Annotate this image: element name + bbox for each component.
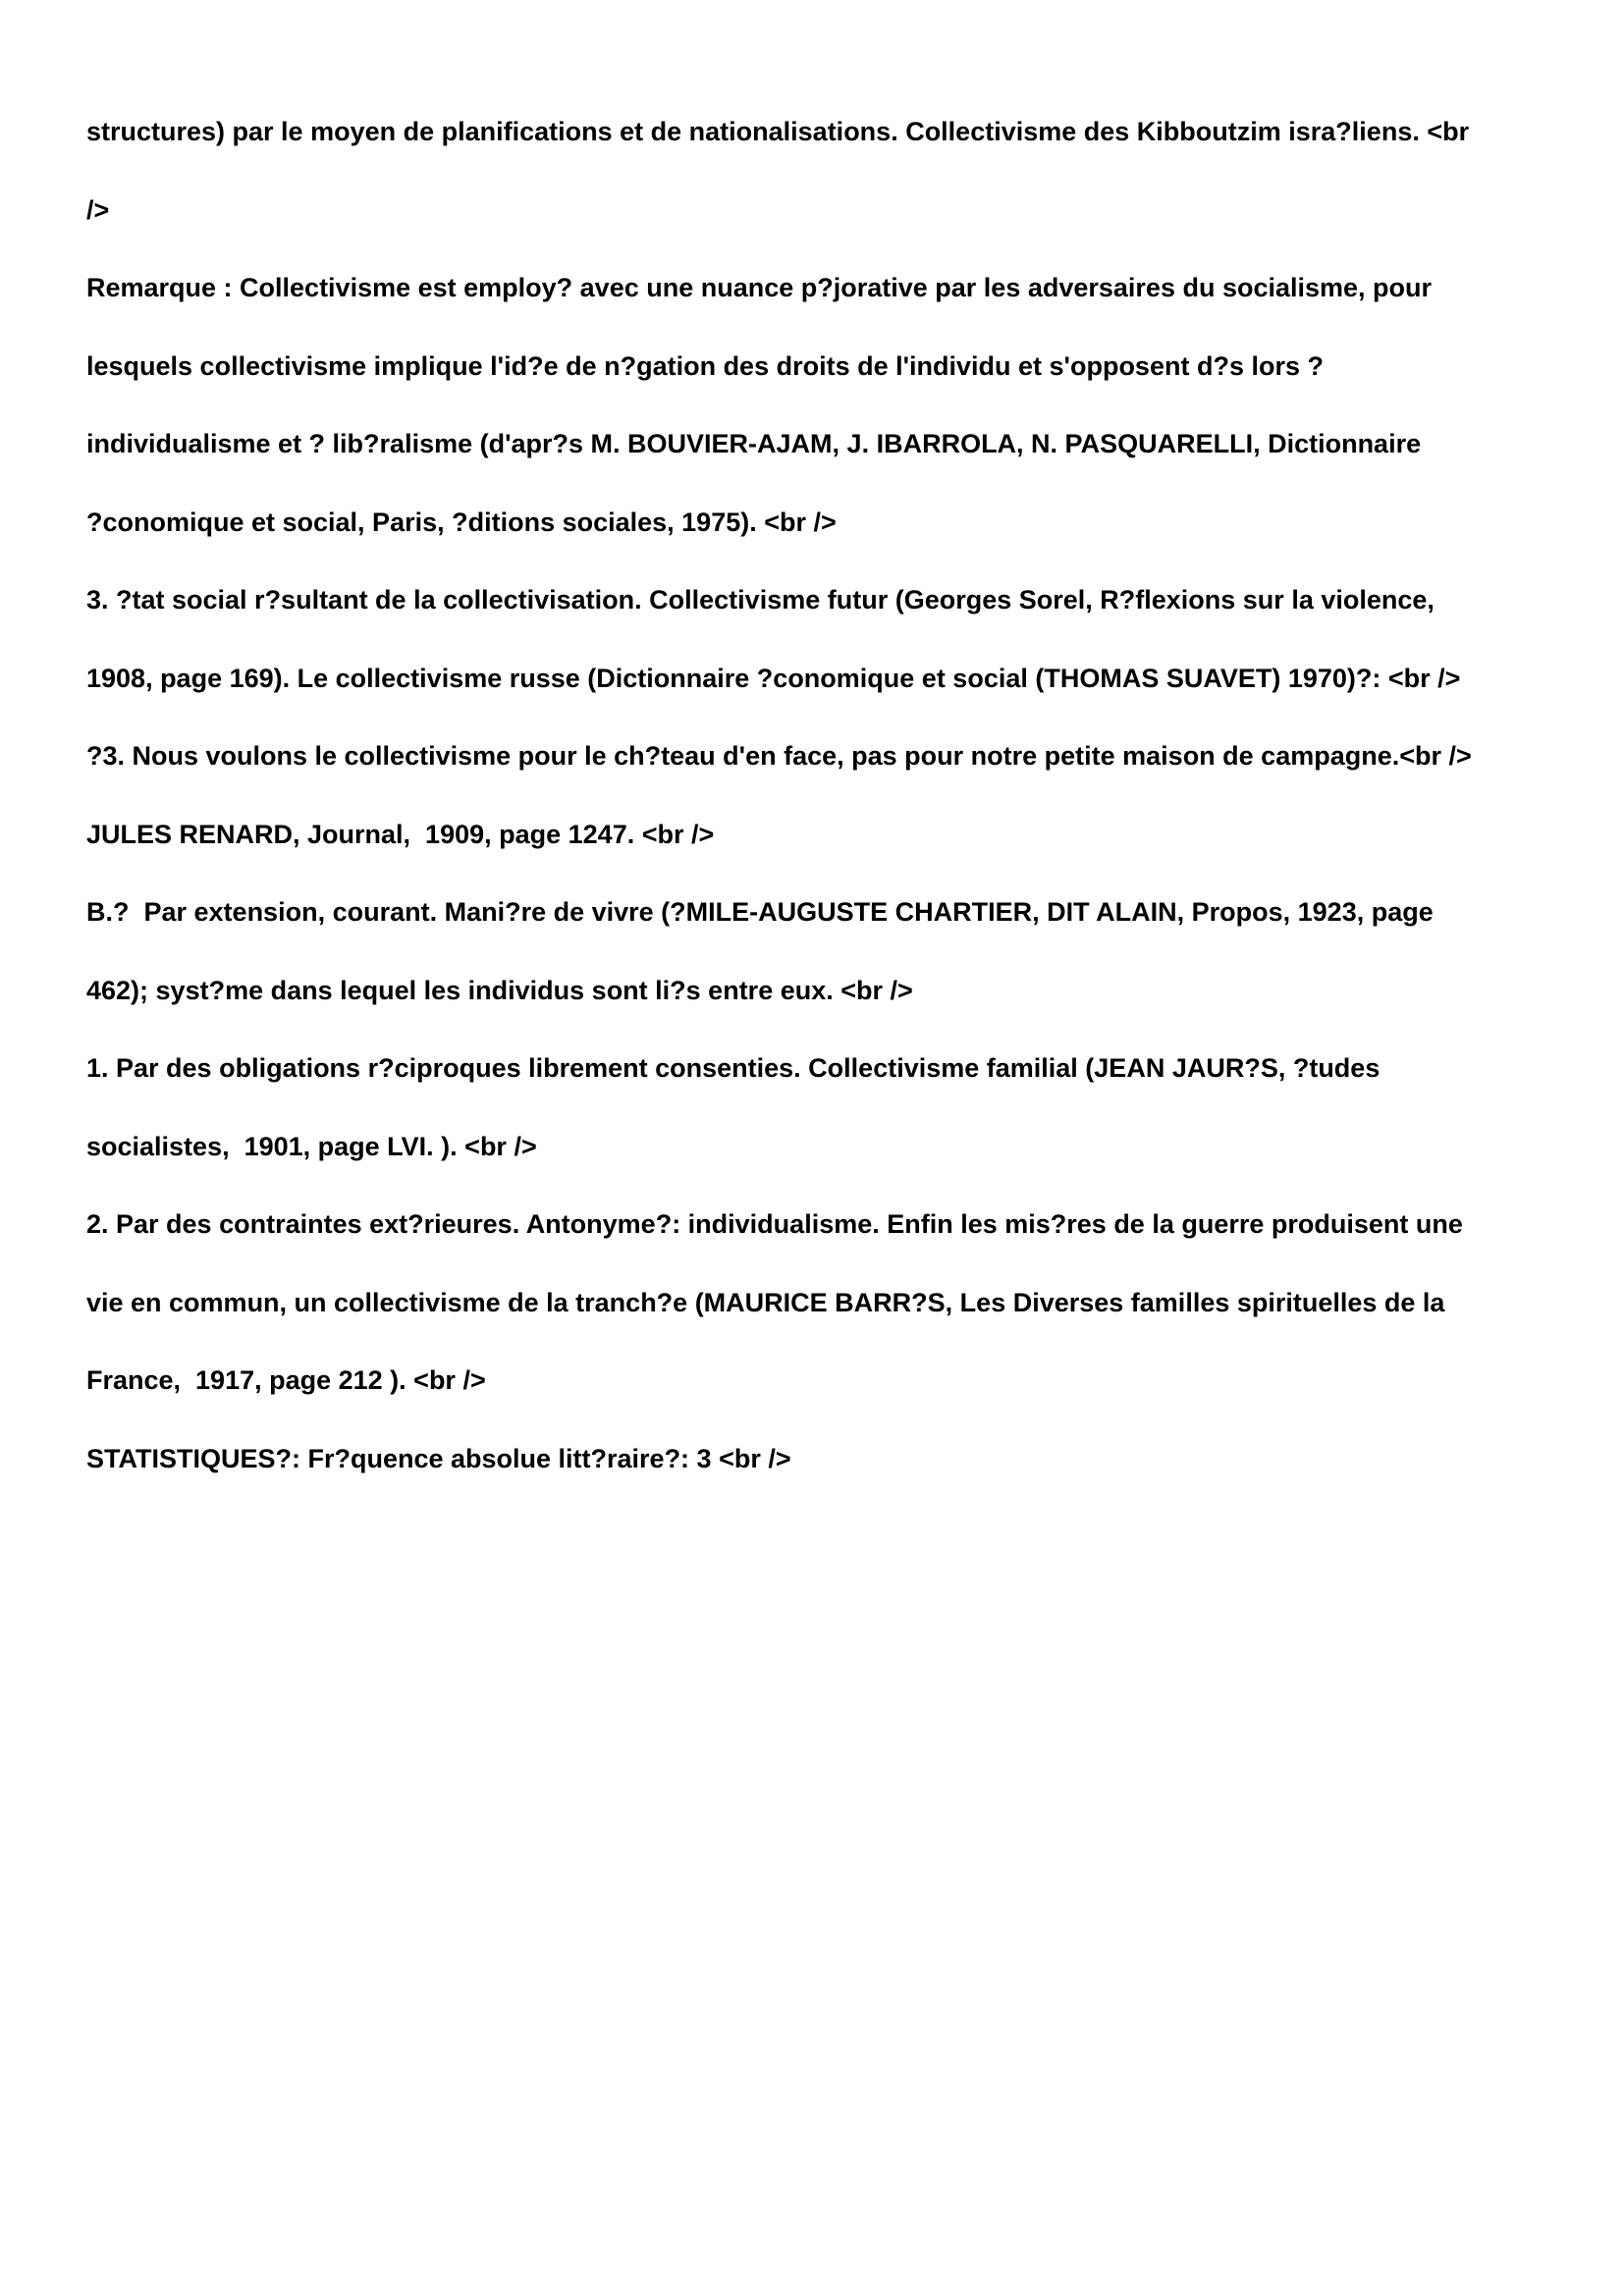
text-line: individualisme et ? lib?ralisme (d'apr?s M. BOUVIER-AJAM, J. IBARROLA, N. PASQUARELLI, Dictionnaire	[86, 429, 1422, 458]
text-line: 462); syst?me dans lequel les individus sont li?s entre eux. <br />	[86, 975, 913, 1005]
document-text	[86, 93, 1540, 1498]
text-line: JULES RENARD, Journal, 1909, page 1247. <br />	[86, 819, 715, 849]
text-line: STATISTIQUES?: Fr?quence absolue litt?raire?: 3 <br />	[86, 1443, 791, 1473]
text-line: France, 1917, page 212 ). <br />	[86, 1365, 486, 1395]
text-line: 1908, page 169). Le collectivisme russe (Dictionnaire ?conomique et social (THOMAS SUAVET) 1970)?: <br />	[86, 663, 1461, 693]
text-line: lesquels collectivisme implique l'id?e de n?gation des droits de l'individu et s'opposent d?s lors ?	[86, 350, 1324, 381]
text-line: vie en commun, un collectivisme de la tranch?e (MAURICE BARR?S, Les Diverses familles spirituelles de la	[86, 1287, 1445, 1317]
text-line: 1. Par des obligations r?ciproques librement consenties. Collectivisme familial (JEAN JAUR?S, ?tudes	[86, 1053, 1380, 1083]
text-line: />	[86, 194, 110, 225]
text-line: Remarque : Collectivisme est employ? avec une nuance p?jorative par les adversaires du socialisme, pour	[86, 273, 1433, 302]
text-line: structures) par le moyen de planifications et de nationalisations. Collectivisme des Kibboutzim isra?liens. <br	[86, 117, 1470, 146]
text-line: ?conomique et social, Paris, ?ditions sociales, 1975). <br />	[86, 507, 837, 537]
text-line: 2. Par des contraintes ext?rieures. Antonyme?: individualisme. Enfin les mis?res de la guerre produisent une	[86, 1209, 1463, 1239]
text-line: socialistes, 1901, page LVI. ). <br />	[86, 1131, 537, 1161]
text-line: 3. ?tat social r?sultant de la collectivisation. Collectivisme futur (Georges Sorel, R?flexions sur la violence,	[86, 585, 1435, 614]
text-line: ?3. Nous voulons le collectivisme pour le ch?teau d'en face, pas pour notre petite maison de campagne.<br />	[86, 741, 1472, 771]
text-line: B.? Par extension, courant. Mani?re de vivre (?MILE-AUGUSTE CHARTIER, DIT ALAIN, Propos, 1923, page	[86, 897, 1434, 927]
